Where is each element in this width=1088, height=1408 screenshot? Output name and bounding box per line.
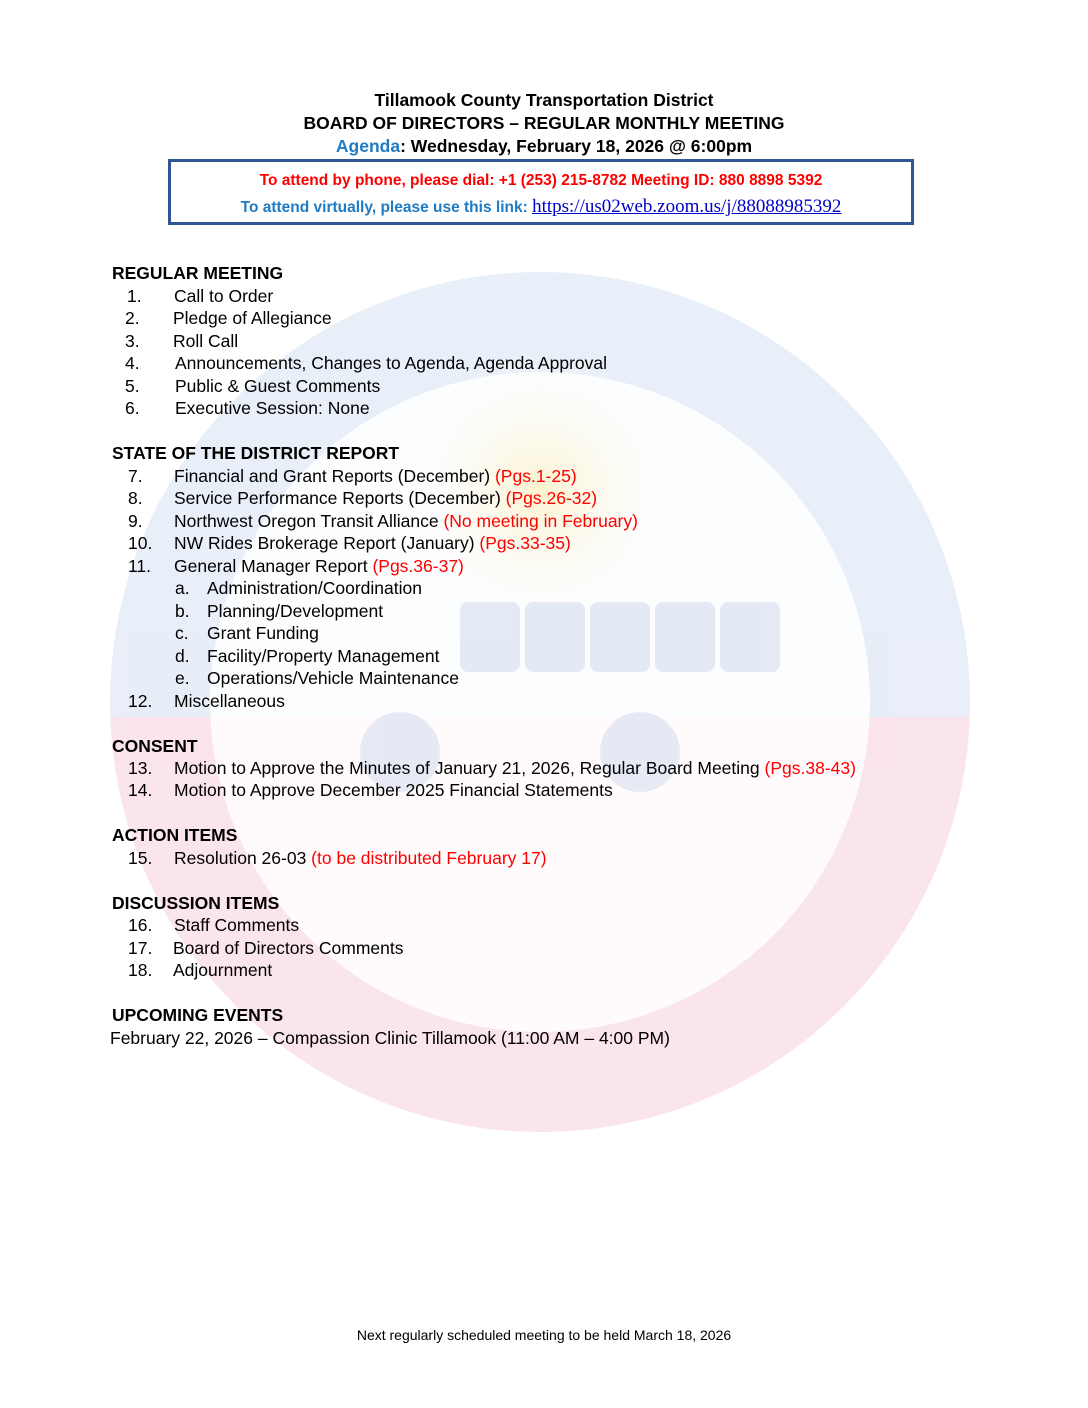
agenda-date: : Wednesday, February 18, 2026 @ 6:00pm [400, 136, 753, 156]
section-discussion-items: DISCUSSION ITEMS [112, 893, 280, 913]
meeting-title: BOARD OF DIRECTORS – REGULAR MONTHLY MEETING [303, 113, 785, 133]
page-reference: (Pgs.38-43) [764, 758, 856, 778]
agenda-label: Agenda [335, 136, 401, 156]
phone-dial-in: To attend by phone, please dial: +1 (253) 215-8782 Meeting ID: 880 8898 5392 [259, 172, 823, 189]
page-reference: (Pgs.1-25) [494, 466, 577, 486]
section-regular-meeting: REGULAR MEETING [112, 263, 284, 283]
event-item: February 22, 2026 – Compassion Clinic Tillamook (11:00 AM – 4:00 PM) [110, 1028, 670, 1048]
section-consent: CONSENT [112, 736, 198, 756]
page-reference: (Pgs.26-32) [505, 488, 598, 508]
document-header [0, 89, 1088, 158]
footer-next-meeting: Next regularly scheduled meeting to be held March 18, 2026 [356, 1327, 732, 1343]
page-reference: (Pgs.33-35) [479, 533, 571, 553]
meeting-note: (No meeting in February) [443, 511, 638, 531]
zoom-link[interactable]: https://us02web.zoom.us/j/88088985392 [532, 196, 842, 217]
agenda-line [0, 135, 1088, 158]
virtual-attendance [171, 196, 911, 218]
virtual-label: To attend virtually, please use this link: [240, 199, 533, 216]
section-state-of-district: STATE OF THE DISTRICT REPORT [112, 443, 400, 463]
page-reference: (Pgs.36-37) [372, 556, 464, 576]
section-action-items: ACTION ITEMS [112, 825, 238, 845]
distribution-note: (to be distributed February 17) [311, 848, 547, 868]
attendance-info-box [168, 159, 914, 225]
section-upcoming-events: UPCOMING EVENTS [112, 1005, 284, 1025]
org-name: Tillamook County Transportation District [374, 90, 714, 110]
